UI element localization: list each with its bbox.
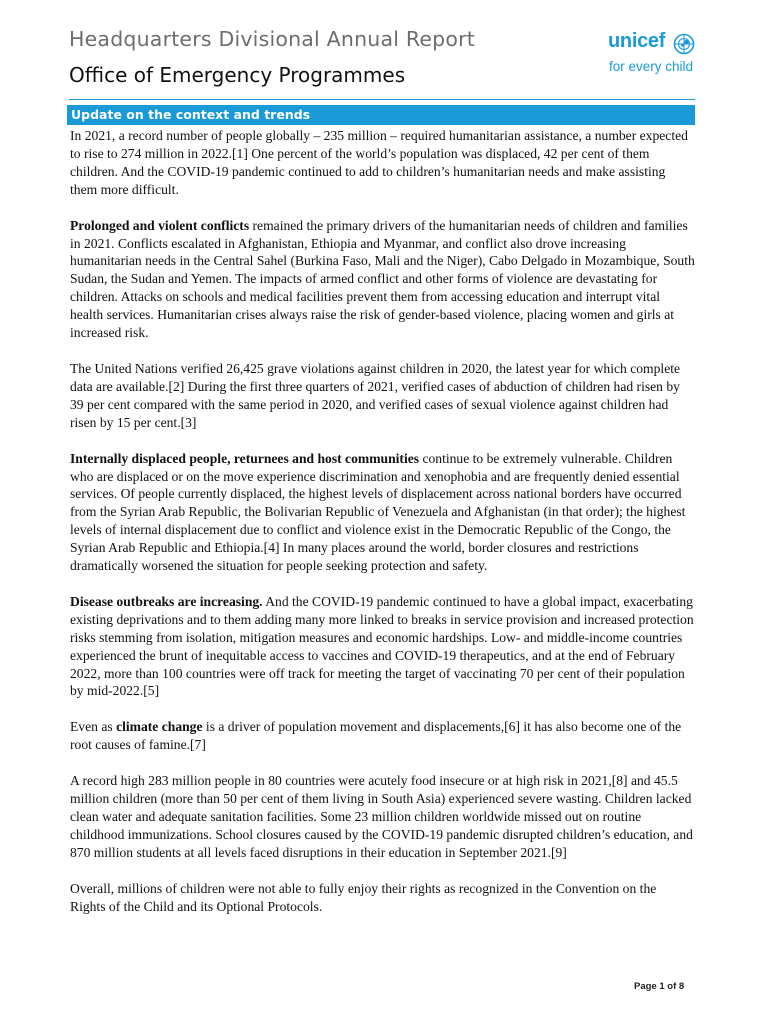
paragraph-lead: climate change bbox=[116, 719, 203, 735]
page-number: Page 1 of 8 bbox=[634, 981, 685, 992]
report-body bbox=[70, 127, 695, 934]
paragraph-7: A record high 283 million people in 80 countries were acutely food insecure or at high risk in 2021,[8] and 45.5 million children (more than 50 per cent of them living in South Asia) experienced severe wasting. Children lacked clean water and adequate sanitation facilities. Some 23 million children worldwide missed out on routine childhood immunizations. School closures caused by the COVID-19 pandemic disrupted children’s education, and 870 million students at all levels faced disruptions in their education in September 2021.[9] bbox=[70, 773, 693, 860]
paragraph-1: In 2021, a record number of people globally – 235 million – required humanitarian assistance, a number expected to rise to 274 million in 2022.[1] One percent of the world’s population was displaced, 42 per cent of them children. And the COVID-19 pandemic continued to add to children’s humanitarian needs and make assisting them more difficult. bbox=[70, 128, 688, 197]
paragraph-3: The United Nations verified 26,425 grave violations against children in 2020, the latest year for which complete data are available.[2] During the first three quarters of 2021, verified cases of abduction of children had risen by 39 per cent compared with the same period in 2020, and verified cases of sexual violence against children had risen by 15 per cent.[3] bbox=[70, 360, 681, 430]
logo-tagline: for every child bbox=[609, 59, 694, 74]
paragraph-4: Internally displaced people, returnees and host communities continue to be extremely vulnerable. Children who are displaced or on the move experience discrimination and xenophobia and are frequently denied essential services. Of people currently displaced, the highest levels of displacement across national borders have occurred from the Syrian Arab Republic, the Bolivarian Republic of Venezuela and Afghanistan (in that order); the highest levels of internal displacement due to conflict and violence exist in the Democratic Republic of the Congo, the Syrian Arab Republic and Ethiopia.[4] In many places around the world, border closures and restrictions dramatically worsened the situation for people seeking protection and safety. bbox=[70, 450, 686, 574]
report-title: Headquarters Divisional Annual Report bbox=[69, 27, 475, 51]
paragraph-5: Disease outbreaks are increasing. And the COVID-19 pandemic continued to have a global impact, exacerbating existing deprivations and to them adding many more linked to breaks in service provision and increased protection risks stemming from isolation, mitigation measures and economic hardships. Low- and middle-income countries experienced the brunt of inequitable access to vaccines and COVID-19 therapeutics, and at the end of February 2022, more than 100 countries were off track for meeting the target of vaccinating 70 per cent of their population by mid-2022.[5] bbox=[70, 593, 694, 699]
paragraph-lead: Disease outbreaks are increasing. bbox=[70, 593, 263, 609]
unicef-logo bbox=[608, 30, 720, 80]
paragraph-lead: Prolonged and violent conflicts bbox=[70, 217, 250, 233]
logo-wordmark: unicef bbox=[608, 30, 666, 52]
paragraph-6: Even as climate change is a driver of population movement and displacements,[6] it has also become one of the root causes of famine.[7] bbox=[70, 719, 682, 753]
report-header bbox=[0, 0, 768, 100]
paragraph-8: Overall, millions of children were not able to fully enjoy their rights as recognized in the Convention on the Rights of the Child and its Optional Protocols. bbox=[70, 880, 657, 914]
office-title: Office of Emergency Programmes bbox=[69, 63, 406, 87]
section-heading: Update on the context and trends bbox=[71, 107, 311, 122]
section-heading-bar bbox=[67, 105, 695, 125]
paragraph-2: Prolonged and violent conflicts remained the primary drivers of the humanitarian needs of children and families in 2021. Conflicts escalated in Afghanistan, Ethiopia and Myanmar, and conflict also drove increasing humanitarian needs in the Central Sahel (Burkina Faso, Mali and the Niger), Cabo Delgado in Mozambique, South Sudan, the Sudan and Yemen. The impacts of armed conflict and other forms of violence are devastating for children. Attacks on schools and medical facilities prevent them from accessing education and interrupt vital health services. Humanitarian crises always raise the risk of gender-based violence, placing women and girls at increased risk. bbox=[70, 217, 695, 341]
unicef-emblem-icon bbox=[673, 33, 695, 55]
paragraph-lead: Internally displaced people, returnees and host communities bbox=[70, 450, 420, 466]
header-divider bbox=[69, 99, 695, 100]
